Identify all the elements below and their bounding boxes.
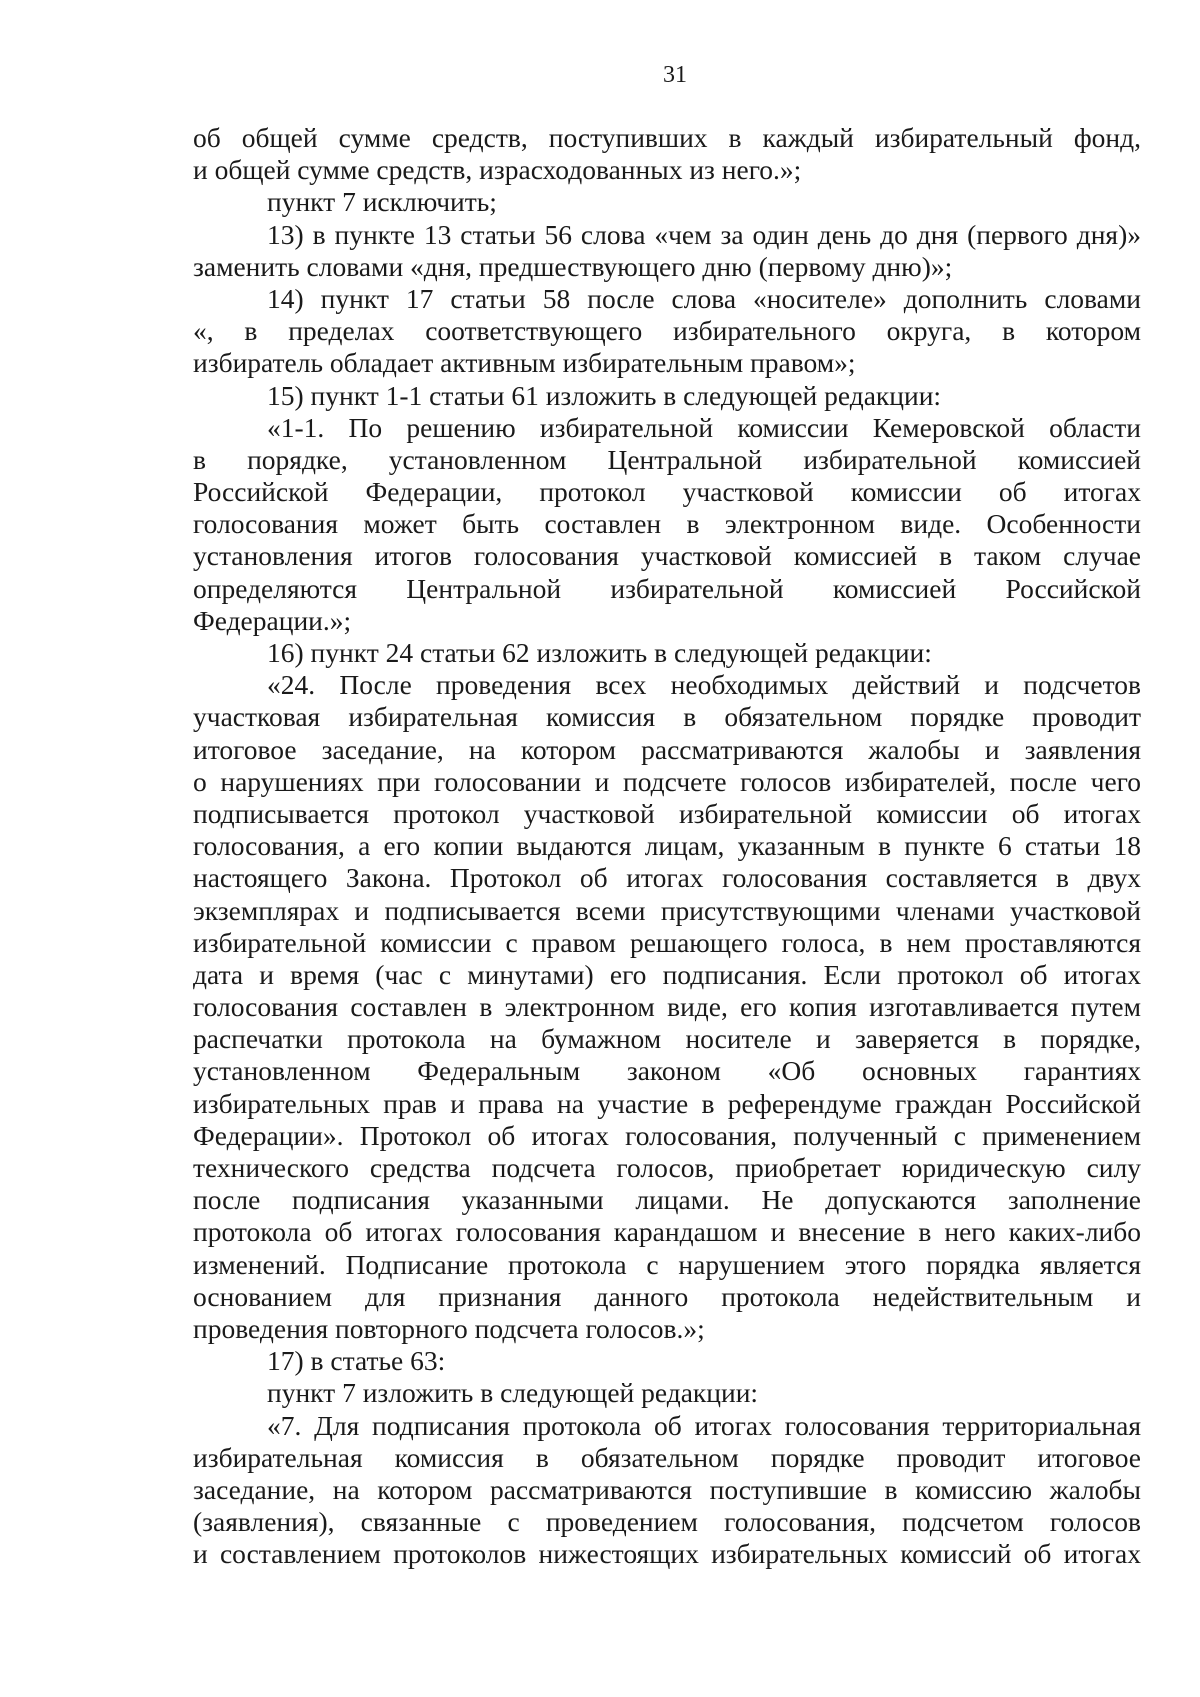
text-line: основанием для признания данного протокола недействительным и <box>193 1280 1141 1312</box>
text-line: изменений. Подписание протокола с нарушением этого порядка является <box>193 1248 1141 1280</box>
text-line: голосования, а его копии выдаются лицам, указанным в пункте 6 статьи 18 <box>193 830 1141 862</box>
text-line: 17) в статье 63: <box>267 1345 446 1377</box>
text-line: протокола об итогах голосования карандашом и внесение в него каких-либо <box>193 1216 1141 1248</box>
text-line: итоговое заседание, на котором рассматриваются жалобы и заявления <box>193 733 1141 765</box>
document-body <box>193 122 1141 1570</box>
text-line: установленном Федеральным законом «Об основных гарантиях <box>193 1055 1141 1087</box>
text-line: Федерации». Протокол об итогах голосования, полученный с применением <box>193 1119 1141 1151</box>
text-line: и общей сумме средств, израсходованных из него.»; <box>193 154 802 186</box>
text-line: проведения повторного подсчета голосов.»; <box>193 1312 705 1344</box>
text-line: распечатки протокола на бумажном носителе и заверяется в порядке, <box>193 1023 1141 1055</box>
text-line: Федерации.»; <box>193 604 352 636</box>
text-line: определяются Центральной избирательной комиссией Российской <box>193 572 1141 604</box>
text-line: избирательная комиссия в обязательном порядке проводит итоговое <box>193 1441 1141 1473</box>
text-line: «24. После проведения всех необходимых действий и подсчетов <box>267 669 1141 701</box>
text-line: «, в пределах соответствующего избирательного округа, в котором <box>193 315 1141 347</box>
text-line: избирательной комиссии с правом решающего голоса, в нем проставляются <box>193 926 1141 958</box>
text-line: дата и время (час с минутами) его подписания. Если протокол об итогах <box>193 958 1141 990</box>
text-line: пункт 7 изложить в следующей редакции: <box>267 1377 759 1409</box>
text-line: избиратель обладает активным избирательным правом»; <box>193 347 856 379</box>
text-line: пункт 7 исключить; <box>267 186 497 218</box>
text-line: «1-1. По решению избирательной комиссии Кемеровской области <box>267 411 1141 443</box>
text-line: об общей сумме средств, поступивших в каждый избирательный фонд, <box>193 122 1141 153</box>
text-line: «7. Для подписания протокола об итогах голосования территориальная <box>267 1409 1141 1441</box>
text-line: и составлением протоколов нижестоящих избирательных комиссий об итогах <box>193 1538 1141 1570</box>
text-line: заменить словами «дня, предшествующего дню (первому дню)»; <box>193 250 953 282</box>
text-line: технического средства подсчета голосов, приобретает юридическую силу <box>193 1152 1141 1183</box>
text-line: голосования может быть составлен в электронном виде. Особенности <box>193 508 1141 540</box>
text-line: 15) пункт 1-1 статьи 61 изложить в следующей редакции: <box>267 379 942 411</box>
text-line: настоящего Закона. Протокол об итогах голосования составляется в двух <box>193 862 1141 894</box>
text-line: экземплярах и подписывается всеми присутствующими членами участковой <box>193 894 1141 926</box>
text-line: в порядке, установленном Центральной избирательной комиссией <box>193 443 1141 475</box>
page-number: 31 <box>663 62 687 88</box>
text-line: Российской Федерации, протокол участковой комиссии об итогах <box>193 476 1141 508</box>
text-line: голосования составлен в электронном виде, его копия изготавливается путем <box>193 991 1141 1023</box>
text-line: подписывается протокол участковой избирательной комиссии об итогах <box>193 797 1141 829</box>
text-line: установления итогов голосования участковой комиссией в таком случае <box>193 540 1141 572</box>
text-line: после подписания указанными лицами. Не допускаются заполнение <box>193 1184 1141 1216</box>
text-line: (заявления), связанные с проведением голосования, подсчетом голосов <box>193 1506 1141 1538</box>
text-line: 16) пункт 24 статьи 62 изложить в следующей редакции: <box>267 637 932 668</box>
text-line: о нарушениях при голосовании и подсчете голосов избирателей, после чего <box>193 765 1141 797</box>
text-line: 14) пункт 17 статьи 58 после слова «носителе» дополнить словами <box>267 282 1141 314</box>
text-line: участковая избирательная комиссия в обязательном порядке проводит <box>193 701 1141 733</box>
text-line: заседание, на котором рассматриваются поступившие в комиссию жалобы <box>193 1473 1141 1505</box>
text-line: 13) в пункте 13 статьи 56 слова «чем за один день до дня (первого дня)» <box>267 218 1141 250</box>
text-line: избирательных прав и права на участие в референдуме граждан Российской <box>193 1087 1141 1119</box>
